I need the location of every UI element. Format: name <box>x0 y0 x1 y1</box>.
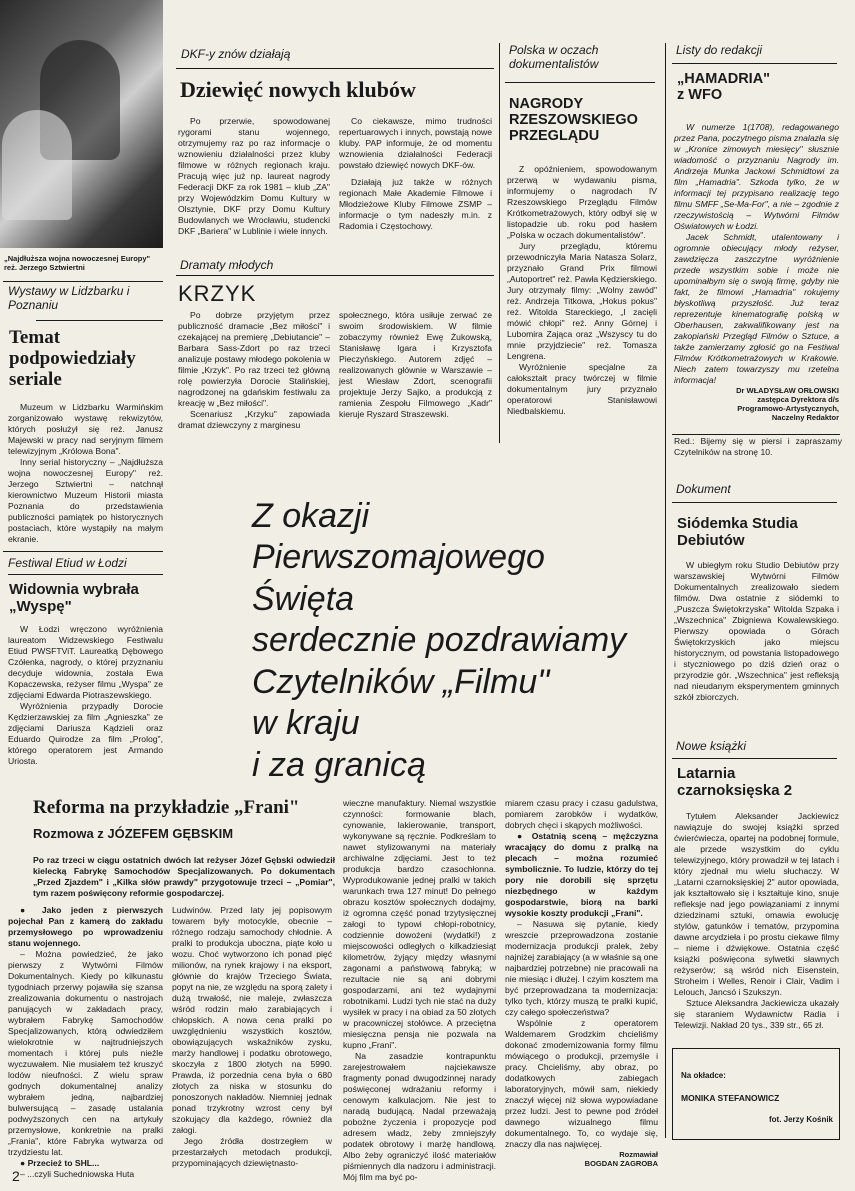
rule <box>8 574 163 575</box>
kicker-dkf: DKF-y znów działają <box>181 47 291 61</box>
siodemka-body <box>674 560 839 703</box>
paragraph: – ...czyli Suchedniowska Huta <box>20 1169 135 1179</box>
reforma-col1 <box>8 905 163 1180</box>
column-divider <box>499 43 500 443</box>
greeting-line: w kraju <box>252 704 360 743</box>
paragraph: Na zasadzie kontrapunktu zarejestrowałem najciekawsze fragmenty ponad dwugodzinnej narady poświęconej wdrażaniu reformy i cenowym kalkulacjom. Nie jest to naradą budującą. Nadal przeważają pobożne życzenia i propozycje pod adresem władz, żeby zmniejszyły podatek obrotowy i marżę handlową. Albo żeby ograniczyć ilość materiałów piśmiennych dla nadzoru i administracji. Mój film ma być po- <box>343 1051 496 1182</box>
greeting-line: Czytelników „Filmu" <box>252 662 550 701</box>
greeting-line: i za granicą <box>252 745 426 784</box>
kicker-listy: Listy do redakcji <box>676 43 763 57</box>
paragraph: Wyróżnienia przypadły Dorocie Kędzierzawskiej za film „Agnieszka" ze zdjęciami Dariusza Kądzieli oraz Eduardo Quirodze za film „Prolog", którego operatorem jest Armando Uriosta. <box>8 701 163 766</box>
question: ● Przecież to SHL... <box>20 1158 100 1168</box>
rule <box>36 320 163 321</box>
question: ● Ostatnią sceną – mężczyzna wracający do domu z pralką na plecach – można rozumieć symbolicznie. To ludzie, którzy do tej pory nie dorobili się sprzętu niezbędnego w każdym gospodarstwie, biorą na barki wysokie koszty produkcji „Frani". <box>505 831 658 918</box>
signature-label: Rozmawiał <box>619 1150 658 1159</box>
krzyk-col-b <box>339 310 492 420</box>
rule <box>176 275 494 276</box>
greeting-line: Z okazji <box>252 497 370 535</box>
reforma-col4 <box>505 798 658 1150</box>
headline-krzyk: KRZYK <box>178 281 257 306</box>
signature-name: BOGDAN ZAGROBA <box>584 1159 658 1168</box>
rule <box>3 551 163 552</box>
article-widownia-body <box>8 624 163 767</box>
rule <box>3 281 163 282</box>
kicker-dokument: Dokument <box>676 482 731 496</box>
question: ● Jako jeden z pierwszych pojechał Pan z kamerą do zakładu przemysłowego po wprowadzeniu stanu wojennego. <box>8 905 163 948</box>
paragraph: W numerze 1(1708), redagowanego przez Pana, poczytnego pisma znalazła się w „Kronice zimowych miesięcy" słusznie wiadomość o przyznaniu Nagrody im. Andrzeja Munka Jackowi Schmidtowi za film „Hamadria". Szkoda tylko, że w informacji tej przypisano realizację tego filmu SMFF „Se-Ma-For", a nie – zgodnie z rzeczywistością – Wytwórni Filmów Oświatowych w Łodzi. <box>674 122 839 231</box>
paragraph: miarem czasu pracy i czasu gadulstwa, pomiarem zarobków i wydatków, dobrych chęci i skąpych możliwości. <box>505 798 658 830</box>
paragraph: Wspólnie z operatorem Waldemarem Grodzkim chcieliśmy dokonać zmodernizowania formy filmu mówiącego o produkcji, przemyśle i pracy. Chcieliśmy, aby obraz, po dodatkowych zabiegach laboratoryjnych, mówił sam, niekiedy znaczył więcej niż słowa wypowiadane przez ludzi. Jest to pewne pod źródeł dawnego wizualnego filmu dokumentalnego. To, co wydaje się, znaczy dla nas najwięcej. <box>505 1018 658 1149</box>
cover-photographer: fot. Jerzy Kośnik <box>768 1115 833 1124</box>
rule <box>672 758 837 759</box>
paragraph: Sztuce Aleksandra Jackiewicza ukazały się staraniem Wydawnictw Radia i Telewizji. Nakład 20 tys., 339 str., 65 zł. <box>674 998 839 1030</box>
paragraph: Co ciekawsze, mimo trudności repertuarowych i innych, powstają nowe kluby. PAP informuje, że od momentu wznowienia działalności Federacji powstało dziewięć nowych DKF-ów. <box>339 116 492 170</box>
article-temat-body <box>8 402 163 545</box>
headline-nagrody: NAGRODY RZESZOWSKIEGO PRZEGLĄDU <box>509 96 638 144</box>
headline-widownia: Widownia wybrała „Wyspę" <box>9 581 139 615</box>
kicker-festiwal: Festiwal Etiud w Łodzi <box>8 556 127 570</box>
dkf-col-b <box>339 116 492 232</box>
editor-reply <box>674 436 842 458</box>
paragraph: W Łodzi wręczono wyróżnienia laureatom Widzewskiego Festiwalu Etiud PWSFTViT. Laureatką Dębowego Czółenka, nagrody, o której przyznaniu decyduje widownia, została Ewa Kopaczewska, reżyser filmu „Wyspa" ze zdjęciami Edwarda Piotraszewskiego. <box>8 624 163 700</box>
paragraph: Scenariusz „Krzyku" zapowiada dramat dziewczyny z marginesu <box>178 409 330 430</box>
headline-dziewiec: Dziewięć nowych klubów <box>180 77 416 102</box>
reforma-col2 <box>172 905 332 1169</box>
cover-label: Na okładce: <box>681 1071 726 1080</box>
paragraph: Jego źródła dostrzegłem w przestarzałych metodach produkcji, przypominających dziewiętnasto- <box>172 1136 332 1168</box>
hamadria-signature <box>674 386 839 422</box>
paragraph: Tytułem Aleksander Jackiewicz nawiązuje do swojej książki sprzed ćwierćwiecza, opartej na podobnej formule, ale przede wszystkim do cyklu telewizyjnego, który prowadził w tej latach i który zjednał mu wielu słuchaczy. W „Latarni czarnoksięskiej 2" autor opowiada, jak kształtowało się i kształtuje kino, snuje refleksje nad jego powiązaniami z innymi dziedzinami sztuki, omawia ewolucję stylów, gatunków i tematów, przypomina dawne arcydzieła i po prostu ciekawe filmy – nieme i dźwiękowe. Ostatnia część książki poświęcona sylwetki sławnych reżyserów; są wśród nich Eisenstein, Stroheim i Welles, Renoir i Clair, Vadim i Lelouch, Jancsó i Szukszyn. <box>674 811 839 997</box>
paragraph: Jury przeglądu, któremu przewodniczyła Maria Natasza Solarz, przyznało Grand Prix filmowi „Autoportret" reż. Pawła Kędzierskiego. Jury otrzymały filmy: „Wolny zawód" reż. Andrzeja Titkowa, „Hokus pokus" reż. Witolda Stareckiego, „I zacięli mówić chłopi" reż. Anny Górnej i Lubomira Zająca oraz „Wszyscy tu do mnie przyjdziecie" reż. Tomasza Lengrena. <box>507 241 657 361</box>
reforma-col3 <box>343 798 496 1183</box>
rule <box>672 502 837 503</box>
greeting-line: Pierwszomajowego Święta <box>252 538 545 618</box>
kicker-ksiazki: Nowe książki <box>676 739 747 753</box>
paragraph: Wyróżnienie specjalne za całokształt pracy twórczej w filmie dokumentalnym jury przyznało operatorowi Stanisławowi Niedbalskiemu. <box>507 362 657 416</box>
paragraph: Po przerwie, spowodowanej rygorami stanu wojennego, otrzymujemy raz po raz informacje o wznowieniu działalności przez kluby filmowe w różnych regionach kraju. Pracują więc już np. laureat nagrody Federacji DKF za rok 1981 – klub „ZA" przy Wojewódzkim Domu Kultury w Olsztynie, DKF przy Domu Kultury Budowlanych we Wrocławiu, studencki DKF „Bariera" w Lublinie i wiele innych. <box>178 116 330 236</box>
photo-caption: „Najdłuższa wojna nowoczesnej Europy" reż. Jerzego Sztwiertni <box>4 254 151 272</box>
latarnia-body <box>674 811 839 1031</box>
rule <box>505 82 655 83</box>
krzyk-col-a <box>178 310 330 431</box>
kicker-dramaty: Dramaty młodych <box>180 258 274 272</box>
column-divider <box>665 478 666 1138</box>
rule <box>672 63 837 64</box>
dkf-col-a <box>178 116 330 237</box>
paragraph: Inny serial historyczny – „Najdłuższa wojna nowoczesnej Europy" reż. Jerzego Sztwiertni – natchnął kierownictwo Muzeum Historii miasta Poznania do przedstawienia publiczności pamiątek po historycznych postaciach, które wystąpiły na małym ekranie. <box>8 457 163 544</box>
paragraph: Jacek Schmidt, utalentowany i ogromnie obiecujący młody reżyser, zawdzięcza zaszczytne wyróżnienie przede wszystkim sobie i może nie upominałbym się o swoją firmę, gdyby nie fakt, że filmowi „Hamadria" rokujemy błyskotliwą przyszłość. Już teraz reprezentuje kinematografię polską w Oberhausen, zakwalifikowany jest na zakopiański Przegląd Filmów o Sztuce, a także zamierzamy zgłosić go na Festiwal Filmów Krótkometrażowych w Krakowie. Niech zatem towarzyszy mu rzetelna informacja! <box>674 232 839 385</box>
reforma-signature <box>505 1150 658 1168</box>
cover-credit-box <box>672 1048 840 1140</box>
paragraph: Muzeum w Lidzbarku Warmińskim zorganizowało wystawę rekwizytów, których posłużył się reż. Janusz Majewski w pracy nad seryjnym filmem telewizyjnym „Królowa Bona". <box>8 402 163 456</box>
paragraph: Ludwinów. Przed laty jej popisowym towarem były motocykle, obecnie – różnego rodzaju samochody chłodnie. A pralki to produkcja uboczna, piąte koło u wozu. Choć wytworzono ich ponad pięć milionów, na rynek krajowy i na eksport, głównie do krajów Trzeciego Świata, popyt na nie, ze względu na sporą zalety i dużą trwałość, nie maleje, zwłaszcza wśród rodzin mało zarabiających i chłopskich. A nowa cena pralki po uwzględnieniu wszystkich kosztów, obowiązujących wskaźników zysku, marży handlowej i podatku obrotowego, skoczyła z 1800 złotych na 5990. Prawda, iż porzednia cena była o 680 złotych za niska w stosunku do ponoszonych nakładów. Niemniej jednak ponad trzykrotny wzrost ceny był szokujący dla każdego, również dla załogi. <box>172 905 332 1135</box>
rule <box>176 68 494 69</box>
headline-hamadria: „HAMADRIA" z WFO <box>677 71 771 103</box>
hamadria-letter <box>674 122 839 386</box>
paragraph: społecznego, która usiłuje zerwać ze swoim środowiskiem. W filmie zobaczymy również Ewę Żukowską, Stanisławę Igara i Krzysztofa Pieczyńskiego. Autorem zdjęć – realizowanych głównie w Warszawie – jest Wiesław Zdort, scenografii projektuje Jerzy Sajko, a produkcją z ramienia Zespołu Filmowego „Kadr" kieruje Ryszard Straszewski. <box>339 310 492 419</box>
polska-body <box>507 164 657 417</box>
cover-model-name: MONIKA STEFANOWICZ <box>681 1093 780 1103</box>
paragraph: Działają już także w różnych regionach Małe Akademie Filmowe i Młodzieżowe Kluby Filmowe ZSMP – informacje o tym nadeszły m.in. z Radomia i Częstochowy. <box>339 177 492 231</box>
paragraph: – Nasuwa się pytanie, kiedy wreszcie przeprowadzona zostanie modernizacja produkcji pralek, żeby najniżej zarabiający (a w właśnie są one najbardziej potrzebne) nie pracowali na nie miesiąc i dłużej. I czyim kosztem ma być przeprowadzana ta modernizacja: tylko tych, którzy muszą te pralki kupić, czy całego społeczeństwa? <box>505 919 658 1017</box>
photo-film-still <box>0 0 163 248</box>
paragraph: Red.: Bijemy się w piersi i zapraszamy Czytelników na stronę 10. <box>674 436 842 457</box>
paragraph: – Można powiedzieć, że jako pierwszy z Wytwórni Filmów Dokumentalnych. Kiedy po kilkunastu tygodniach przerwy pojawiła się szansa zrealizowania dokumentu o nastrojach panujących w zakładach pracy, wybrałem Fabrykę Samochodów Specjalizowanych, którą odwiedziłem wielokrotnie w najtrudniejszych momentach i której puls nieźle wyczuwałem. Nie musiałem też kruszyć lodów nieufności. Z wielu spraw godnych dokumentalnej analizy wybrałem jedną, najbardziej bulwersującą – zasadę ustalania podwyższonych cen na artykuły przemysłowe, konkretnie na pralki „Frania", które Fabryka wytwarza od trzydziestu lat. <box>8 949 163 1157</box>
rule <box>672 434 840 435</box>
headline-reforma: Reforma na przykładzie „Frani" <box>33 797 300 818</box>
page-number: 2 <box>12 1168 20 1184</box>
signature-name: Dr WŁADYSŁAW ORŁOWSKI <box>736 386 839 395</box>
paragraph: W ubiegłym roku Studio Debiutów przy warszawskiej Wytwórni Filmów Dokumentalnych zrealizowało siedem filmów. Dwa ostatnie z siódemki to „Puszcza Świętokrzyska" Witolda Szpaka i „Wszechnica" Zbigniewa Kowalewskiego. Pierwszy opowiada o Górach Świętokrzyskich jako miejscu historycznym, od powstania listopadowego i styczniowego po dziś dzień oraz o przyrodzie gór. „Wszechnica" jest refleksją nad nieudanym eksperymentem gminnych szkół zbiorczych. <box>674 560 839 702</box>
signature-role: Naczelny Redaktor <box>771 413 839 422</box>
headline-temat: Temat podpowiedziały seriale <box>9 327 136 390</box>
kicker-polska: Polska w oczach dokumentalistów <box>509 43 599 72</box>
may-day-greeting <box>252 496 652 786</box>
kicker-wystawy: Wystawy w Lidzbarku i Poznaniu <box>8 284 130 313</box>
subhead-rozmowa: Rozmowa z JÓZEFEM GĘBSKIM <box>33 826 234 841</box>
photo-figure-woman <box>2 110 72 220</box>
signature-role: zastępca Dyrektora d/s <box>757 395 839 404</box>
paragraph: Po dobrze przyjętym przez publiczność dramacie „Bez miłości" i czekającej na premierę „Debiutancie" – Barbara Sass-Zdort po raz trzeci analizuje postawy młodego pokolenia w filmie „Krzyk". Po raz trzeci też główną rolę powierzyła Dorocie Stalińskiej, nagrodzonej na gdańskim festiwalu za kreację w „Bez miłości". <box>178 310 330 408</box>
column-divider <box>665 43 666 483</box>
headline-siodemka: Siódemka Studia Debiutów <box>677 515 798 549</box>
paragraph: wieczne manufaktury. Niemal wszystkie czynności: formowanie blach, cynowanie, lakierowanie, transport, wykonywane są ręcznie. Podkreślam to nawet stylizowanymi na materiały archiwalne zdjęciami. Jest to też produkcja bardzo czasochłonna. Wyprodukowanie jednej pralki w takich warunkach trwa 127 minut! Do pełnego obrazu kosztów społecznych dodajmy, iż ogromna część ponad trzytysięcznej załogi to typowi chłopi-robotnicy, codziennie dowożeni (wydatki!) z miejscowości odległych o kilkadziesiąt kilometrów, żyjący między własnymi zagonami a państwową fabryką; w rezultacie nie są ani dobrymi gospodarzami, ani też wydajnymi robotnikami. Ludzi tych nie stać na duży wysiłek w pracy i na obiad za 50 złotych w pracowniczej stołówce. A przeciętna miesięczna pensja nie pozwala na kupno „Frani". <box>343 798 496 1050</box>
reforma-lead: Po raz trzeci w ciągu ostatnich dwóch lat reżyser Józef Gębski odwiedził kielecką Fabrykę Samochodów Specjalizowanych. Po dokumentach „Przed Zjazdem" i „Kilka słów prawdy" przygotowuje trzeci – „Pomiar", tym razem poświęcony reformie gospodarczej. <box>33 855 335 898</box>
headline-latarnia: Latarnia czarnoksięska 2 <box>677 765 793 799</box>
signature-role: Programowo-Artystycznych, <box>737 404 839 413</box>
greeting-line: serdecznie pozdrawiamy <box>252 621 627 660</box>
paragraph: Z opóźnieniem, spowodowanym przerwą w wydawaniu pisma, informujemy o nagrodach IV Rzeszowskiego Przeglądu Filmów Krótkometrażowych, który odbył się w listopadzie ub. roku pod hasłem „Polska w oczach dokumentalistów". <box>507 164 657 240</box>
